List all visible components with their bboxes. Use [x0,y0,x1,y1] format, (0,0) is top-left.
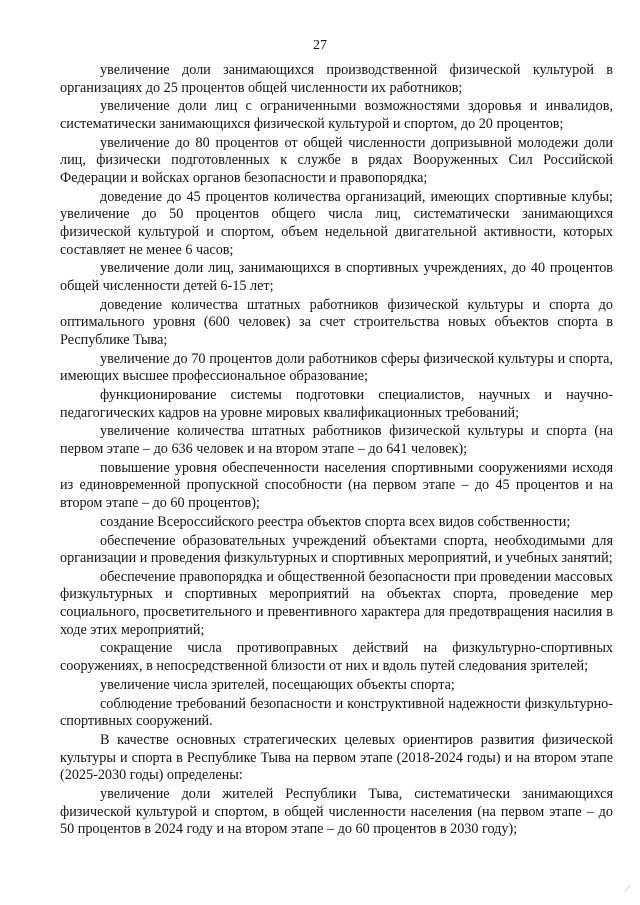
paragraph: создание Всероссийского реестра объектов спорта всех видов собственности; [100,513,571,530]
paragraph: соблюдение требований безопасности и конструктивной надежности физкультурно-спортивных сооружений. [60,695,613,730]
paragraph: доведение до 45 процентов количества организаций, имеющих спортивные клубы; увеличение до 50 процентов общего числа лиц, систематически занимающихся физической культурой и спортом, объем недельной двигательной активности, которых составляет не менее 6 часов; [60,188,613,258]
page-number: 27 [313,38,327,53]
paragraph: увеличение до 80 процентов от общей численности допризывной молодежи доли лиц, физически подготовленных к службе в рядах Вооруженных Сил Российской Федерации и войсках органов безопасности и правопорядка; [60,134,613,186]
paragraph: обеспечение образовательных учреждений объектами спорта, необходимыми для организации и проведения физкультурных и спортивных мероприятий, и учебных занятий; [60,532,613,567]
paragraph: повышение уровня обеспеченности населения спортивными сооружениями исходя из единовременной пропускной способности (на первом этапе – до 45 процентов и на втором этапе – до 60 процентов); [60,459,613,511]
paragraph: доведение количества штатных работников физической культуры и спорта до оптимального уровня (600 человек) за счет строительства новых объектов спорта в Республике Тыва; [60,296,613,348]
paragraph: увеличение доли лиц с ограниченными возможностями здоровья и инвалидов, систематически занимающихся физической культурой и спортом, до 20 процентов; [60,98,613,132]
paragraph: сокращение числа противоправных действий на физкультурно-спортивных сооружениях, в непосредственной близости от них и вдоль путей следования зрителей; [60,640,613,675]
document-body [60,62,613,840]
paragraph: увеличение количества штатных работников физической культуры и спорта (на первом этапе – до 636 человек и на втором этапе – до 641 человек); [60,423,613,457]
paragraph: увеличение доли лиц, занимающихся в спортивных учреждениях, до 40 процентов общей численности детей 6-15 лет; [60,260,613,294]
paragraph: функционирование системы подготовки специалистов, научных и научно-педагогических кадров на уровне мировых квалификационных требований; [60,387,613,421]
paragraph: увеличение доли занимающихся производственной физической культурой в организациях до 25 процентов общей численности их работников; [60,62,613,96]
paragraph: увеличение доли жителей Республики Тыва, систематически занимающихся физической культурой и спортом, в общей численности населения (на первом этапе – до 50 процентов в 2024 году и на втором этапе – до 60 процентов в 2030 году); [60,785,613,838]
paragraph: В качестве основных стратегических целевых ориентиров развития физической культуры и спорта в Республике Тыва на первом этапе (2018-2024 годы) и на втором этапе (2025-2030 годы) определены: [60,731,613,784]
paragraph: увеличение числа зрителей, посещающих объекты спорта; [100,676,455,693]
paragraph: обеспечение правопорядка и общественной безопасности при проведении массовых физкультурных и спортивных мероприятий на объектах спорта, проведение мер социального, просветительного и превентивного характера для предотвращения насилия в ходе этих мероприятий; [60,568,613,638]
corner-mark: ∕ [626,884,628,895]
paragraph: увеличение до 70 процентов доли работников сферы физической культуры и спорта, имеющих высшее профессиональное образование; [60,350,613,385]
